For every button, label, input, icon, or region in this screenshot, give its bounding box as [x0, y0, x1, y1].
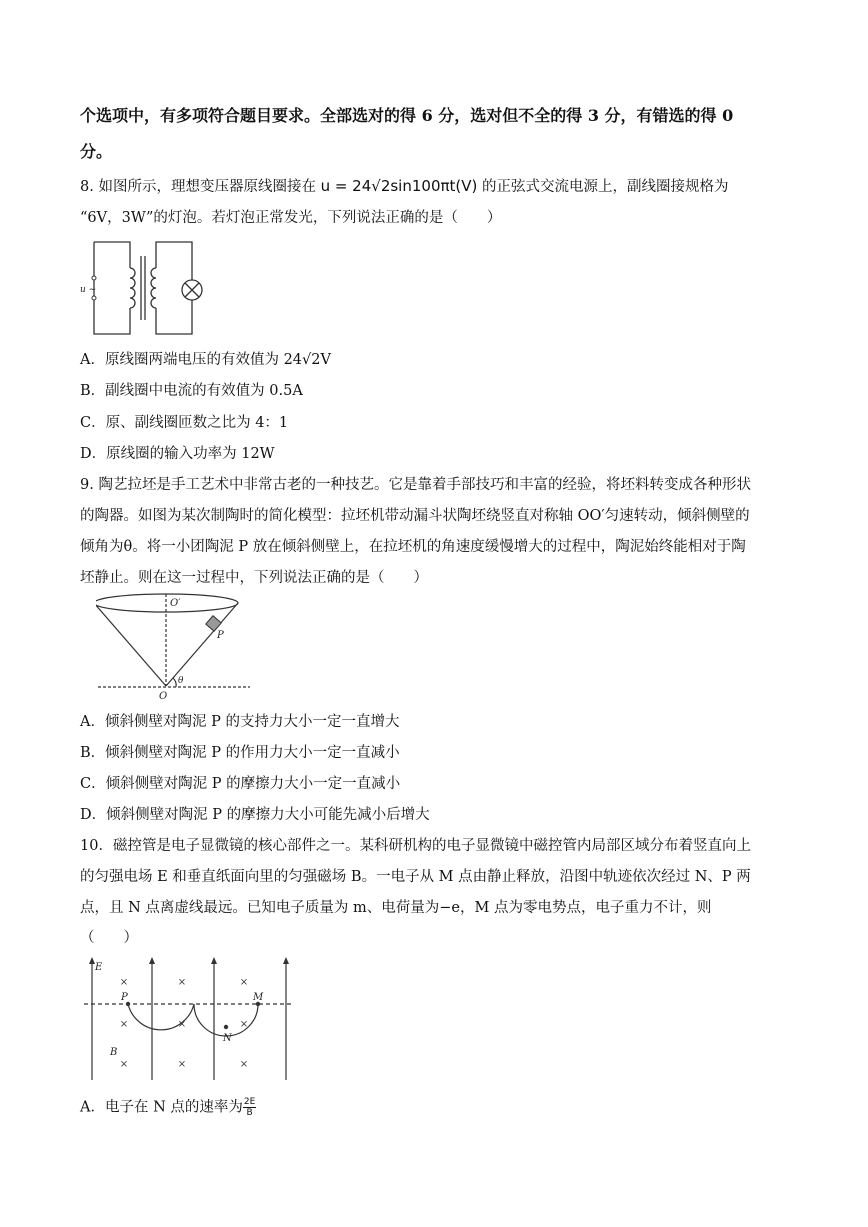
q8-option-d: D．原线圈的输入功率为 12W — [80, 446, 275, 462]
q8-stem-line2: “6V，3W”的灯泡。若灯泡正常发光，下列说法正确的是（ ） — [80, 210, 502, 226]
terminal-top — [92, 276, 96, 280]
point-n — [224, 1025, 228, 1029]
field-cross: × — [177, 1019, 187, 1030]
label-p: P — [121, 992, 128, 1003]
q8-stem-line1 — [80, 176, 728, 197]
q10-option-a — [80, 1097, 256, 1118]
magnetron-field-figure — [80, 954, 294, 1084]
q8-option-a: A．原线圈两端电压的有效值为 24√2V — [80, 352, 331, 368]
field-cross: × — [239, 1019, 249, 1030]
label-p: P — [217, 630, 224, 641]
q9-option-c: C．倾斜侧壁对陶泥 P 的摩擦力大小一定一直减小 — [80, 776, 401, 792]
field-cross: × — [239, 1059, 249, 1070]
q9-stem-line3: 倾角为θ。将一小团陶泥 P 放在倾斜侧壁上，在拉坯机的角速度缓慢增大的过程中，陶泥始终能相对于陶 — [80, 539, 746, 555]
field-cross: × — [177, 1059, 187, 1070]
pottery-cone-figure — [96, 592, 252, 702]
q10-stem-line2: 的匀强电场 E 和垂直纸面向里的匀强磁场 B。一电子从 M 点由静止释放，沿图中轨迹依次经过 N、P 两 — [80, 869, 751, 885]
field-cross: × — [119, 1059, 129, 1070]
section-instruction-line1: 个选项中，有多项符合题目要求。全部选对的得 6 分，选对但不全的得 3 分，有错选的得 0 — [80, 106, 734, 125]
field-cross: × — [177, 977, 187, 988]
label-m: M — [253, 992, 264, 1003]
label-n: N — [223, 1033, 232, 1044]
label-o: O — [159, 691, 168, 702]
q10-option-a-text: A．电子在 N 点的速率为 — [80, 1099, 243, 1116]
q8-option-b: B．副线圈中电流的有效值为 0.5A — [80, 383, 303, 399]
label-b: B — [110, 1047, 118, 1058]
label-e: E — [95, 962, 103, 973]
q8-stem-pre: 8. 如图所示，理想变压器原线圈接在 — [80, 179, 316, 195]
q10-stem-line3: 点，且 N 点离虚线最远。已知电子质量为 m、电荷量为−e，M 点为零电势点，电子重力不计，则 — [80, 900, 712, 916]
q9-option-b: B．倾斜侧壁对陶泥 P 的作用力大小一定一直减小 — [80, 745, 400, 761]
q10-stem-line4: （ ） — [80, 930, 138, 946]
terminal-bottom — [92, 296, 96, 300]
q8-stem-post: 的正弦式交流电源上，副线圈接规格为 — [481, 179, 729, 195]
label-o-prime: O′ — [170, 598, 181, 609]
q10-stem-line1: 10．磁控管是电子显微镜的核心部件之一。某科研机构的电子显微镜中磁控管内局部区域分布着竖直向上 — [80, 838, 751, 854]
field-cross: × — [119, 977, 129, 988]
transformer-figure — [78, 234, 214, 342]
q9-option-a: A．倾斜侧壁对陶泥 P 的支持力大小一定一直增大 — [80, 714, 400, 730]
section-instruction-line2: 分。 — [80, 142, 113, 161]
q9-stem-line1: 9. 陶艺拉坯是手工艺术中非常古老的一种技艺。它是靠着手部技巧和丰富的经验，将坯料转变成各种形状 — [80, 477, 751, 493]
fraction-numerator: 2E — [243, 1097, 256, 1107]
label-theta: θ — [178, 676, 184, 686]
q9-stem-line2: 的陶器。如图为某次制陶时的简化模型：拉坯机带动漏斗状陶坯绕竖直对称轴 OO′匀速转动，倾斜侧壁的 — [80, 508, 750, 524]
field-cross: × — [239, 977, 249, 988]
clay-block-p — [206, 616, 222, 632]
fraction-denominator: B — [246, 1108, 253, 1118]
q8-formula: u = 24√2sin100πt(V) — [320, 177, 478, 195]
q9-option-d: D．倾斜侧壁对陶泥 P 的摩擦力大小可能先减小后增大 — [80, 807, 430, 823]
fraction-2e-over-b — [243, 1097, 256, 1118]
source-label-u: u ~ — [80, 285, 97, 295]
q8-option-c: C．原、副线圈匝数之比为 4：1 — [80, 415, 289, 431]
field-cross: × — [119, 1019, 129, 1030]
q9-stem-line4: 坯静止。则在这一过程中，下列说法正确的是（ ） — [80, 570, 428, 586]
